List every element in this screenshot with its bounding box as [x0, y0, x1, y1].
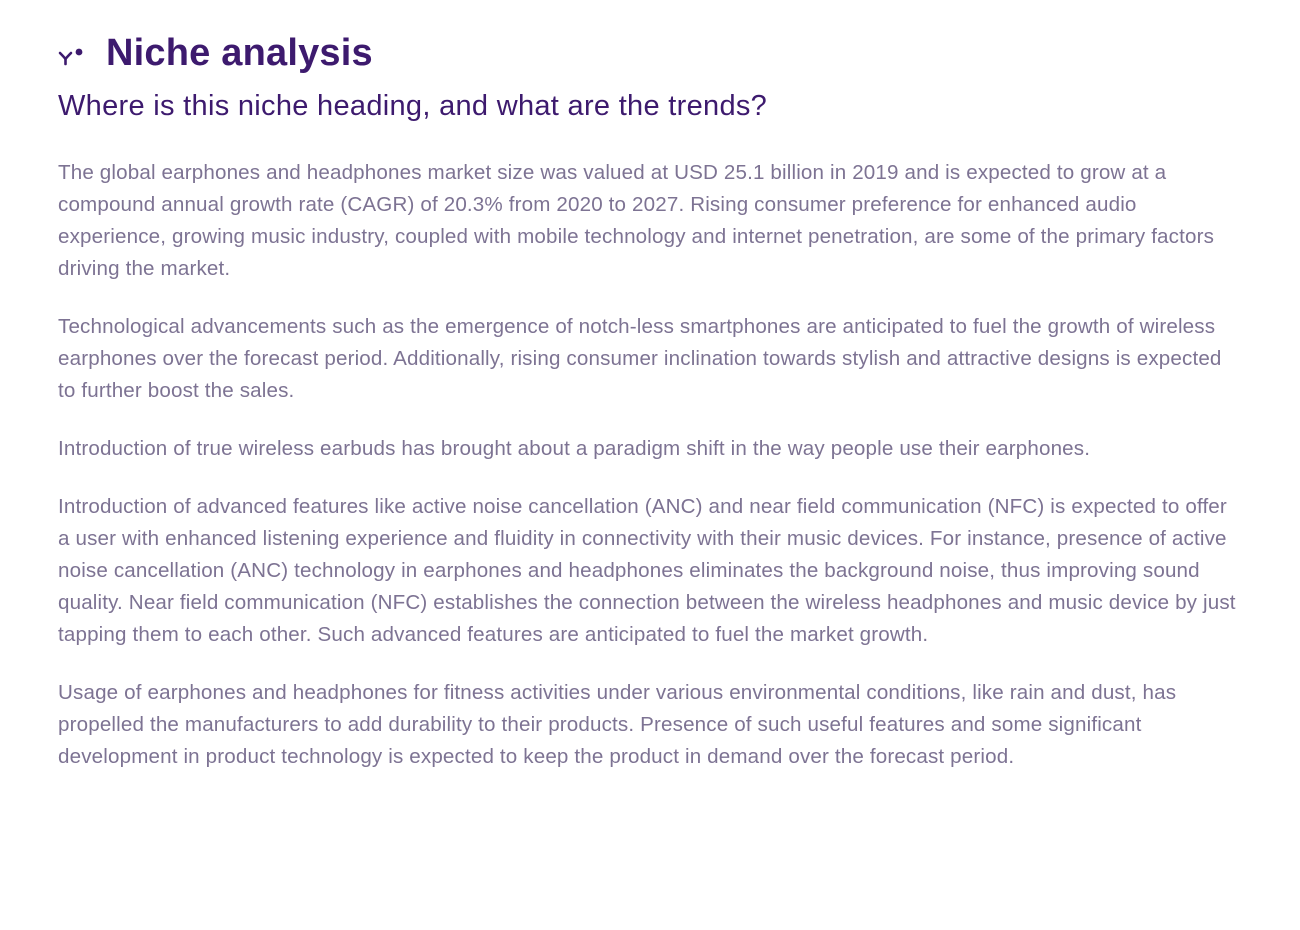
brand-logo-icon — [58, 44, 86, 66]
paragraph-technology: Technological advancements such as the emergence of notch-less smartphones are anticipated to fuel the growth of wireless earphones over the forecast period. Additionally, rising consumer inclination towards stylish and attractive designs is expected to further boost the sales. — [58, 315, 1222, 402]
section-subtitle: Where is this niche heading, and what are the trends? — [58, 90, 768, 122]
paragraph-fitness-usage: Usage of earphones and headphones for fitness activities under various environmental conditions, like rain and dust, has propelled the manufacturers to add durability to their products. Presence of such useful features and some significant development in product technology is expected to keep the product in demand over the forecast period. — [58, 681, 1177, 768]
paragraph-advanced-features: Introduction of advanced features like active noise cancellation (ANC) and near field communication (NFC) is expected to offer a user with enhanced listening experience and fluidity in connectivity with their music devices. For instance, presence of active noise cancellation (ANC) technology in earphones and headphones eliminates the background noise, thus improving sound quality. Near field communication (NFC) establishes the connection between the wireless headphones and music device by just tapping them to each other. Such advanced features are anticipated to fuel the market growth. — [58, 495, 1236, 646]
page-title: Niche analysis — [106, 32, 373, 74]
section-header — [58, 28, 1240, 78]
analysis-content — [58, 157, 1242, 773]
paragraph-true-wireless: Introduction of true wireless earbuds has brought about a paradigm shift in the way people use their earphones. — [58, 437, 1091, 460]
paragraph-market-size: The global earphones and headphones market size was valued at USD 25.1 billion in 2019 and is expected to grow at a compound annual growth rate (CAGR) of 20.3% from 2020 to 2027. Rising consumer preference for enhanced audio experience, growing music industry, coupled with mobile technology and internet penetration, are some of the primary factors driving the market. — [58, 161, 1215, 280]
